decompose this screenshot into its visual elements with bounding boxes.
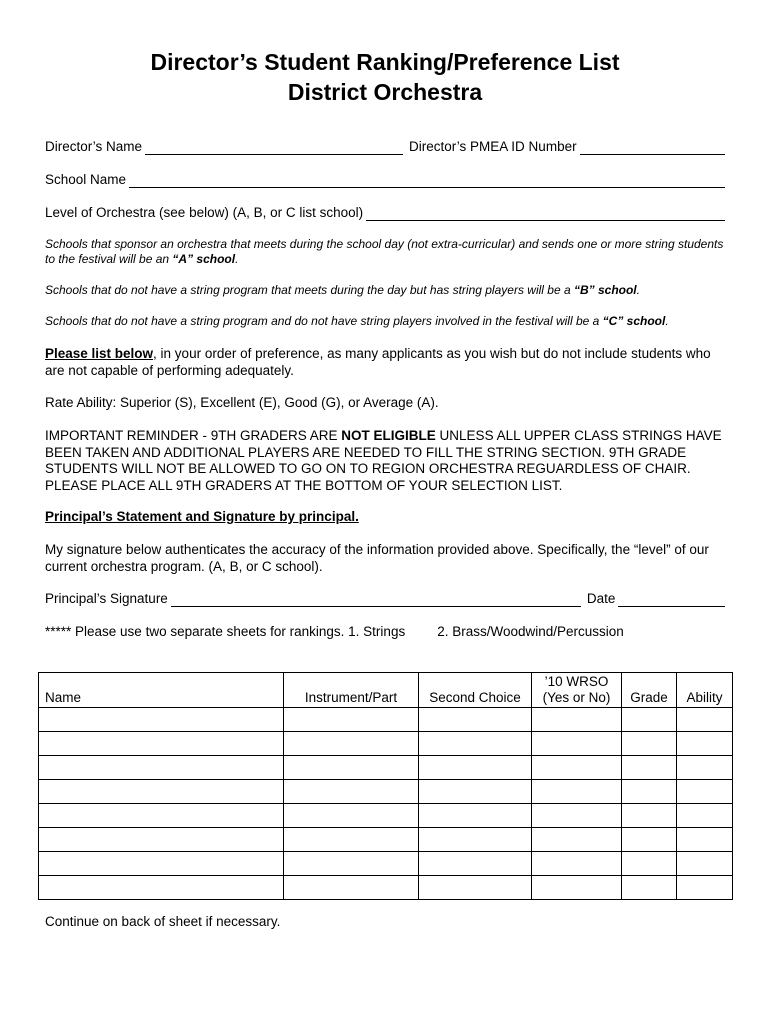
school-note-a-end: . [235, 252, 239, 266]
level-row [45, 205, 725, 221]
school-note-b-end: . [636, 283, 640, 297]
list-instructions-text: , in your order of preference, as many applicants as you wish but do not include students who are not capable of performing adequately. [45, 346, 711, 378]
header-ability: Ability [677, 673, 733, 708]
cell-grade[interactable] [622, 828, 677, 852]
table-row [39, 852, 733, 876]
cell-wrso[interactable] [532, 876, 622, 900]
cell-instrument[interactable] [284, 828, 419, 852]
cell-grade[interactable] [622, 708, 677, 732]
cell-name[interactable] [39, 780, 284, 804]
cell-second-choice[interactable] [419, 708, 532, 732]
cell-wrso[interactable] [532, 804, 622, 828]
pmea-id-label: Director’s PMEA ID Number [409, 139, 577, 154]
principal-heading [45, 509, 730, 526]
cell-ability[interactable] [677, 780, 733, 804]
school-name-field[interactable] [129, 175, 725, 188]
header-second-choice: Second Choice [419, 673, 532, 708]
cell-wrso[interactable] [532, 732, 622, 756]
cell-instrument[interactable] [284, 756, 419, 780]
table-row [39, 708, 733, 732]
cell-second-choice[interactable] [419, 828, 532, 852]
cell-name[interactable] [39, 732, 284, 756]
list-instructions [45, 346, 730, 379]
cell-ability[interactable] [677, 828, 733, 852]
cell-wrso[interactable] [532, 780, 622, 804]
cell-second-choice[interactable] [419, 804, 532, 828]
school-note-a-text: Schools that sponsor an orchestra that meets during the school day (not extra-curricular) and sends one or more string students to the festival will be an [45, 237, 724, 266]
cell-grade[interactable] [622, 852, 677, 876]
cell-wrso[interactable] [532, 852, 622, 876]
sheets-note-row [45, 624, 725, 640]
school-note-a [45, 237, 730, 267]
school-name-row [45, 172, 725, 188]
level-label: Level of Orchestra (see below) (A, B, or C list school) [45, 205, 364, 220]
directors-name-label: Director’s Name [45, 139, 143, 154]
school-note-b-text: Schools that do not have a string program that meets during the day but has string players will be a [45, 283, 574, 297]
school-note-c [45, 314, 730, 329]
cell-name[interactable] [39, 852, 284, 876]
directors-name-field[interactable] [145, 142, 403, 155]
cell-grade[interactable] [622, 732, 677, 756]
important-reminder [45, 428, 730, 494]
school-name-label: School Name [45, 172, 127, 187]
reminder-bold: NOT ELIGIBLE [341, 428, 436, 443]
school-note-c-text: Schools that do not have a string program and do not have string players involved in the festival will be a [45, 314, 603, 328]
footer-note: Continue on back of sheet if necessary. [45, 914, 281, 929]
reminder-text-b: UNLESS ALL UPPER CLASS STRINGS HAVE BEEN TAKEN AND ADDITIONAL PLAYERS ARE NEEDED TO FILL THE STRING SECTION. 9TH GRADE STUDENTS WILL NOT BE ALLOWED TO GO ON TO REGION ORCHESTRA REGUARDLESS OF CHAIR. PLEASE PLACE ALL 9TH GRADERS AT THE BOTTOM OF YOUR SELECTION LIST. [45, 428, 722, 493]
cell-instrument[interactable] [284, 804, 419, 828]
header-wrso-line2: (Yes or No) [542, 690, 611, 705]
cell-instrument[interactable] [284, 780, 419, 804]
table-row [39, 756, 733, 780]
cell-second-choice[interactable] [419, 780, 532, 804]
header-wrso-line1: ’10 WRSO [544, 674, 609, 689]
school-note-c-end: . [665, 314, 669, 328]
school-note-a-bold: “A” school [172, 252, 236, 266]
date-field[interactable] [618, 594, 725, 607]
table-row [39, 780, 733, 804]
header-instrument: Instrument/Part [284, 673, 419, 708]
pmea-id-field[interactable] [580, 142, 725, 155]
directors-name-row [45, 139, 725, 155]
date-label: Date [586, 591, 616, 606]
table-row [39, 804, 733, 828]
school-note-b [45, 283, 730, 298]
cell-name[interactable] [39, 756, 284, 780]
table-row [39, 828, 733, 852]
cell-name[interactable] [39, 876, 284, 900]
cell-ability[interactable] [677, 876, 733, 900]
cell-grade[interactable] [622, 780, 677, 804]
table-row [39, 732, 733, 756]
principal-signature-field[interactable] [171, 594, 581, 607]
school-note-b-bold: “B” school [573, 283, 637, 297]
list-instructions-lead: Please list below [45, 346, 154, 361]
cell-instrument[interactable] [284, 732, 419, 756]
cell-wrso[interactable] [532, 708, 622, 732]
cell-ability[interactable] [677, 732, 733, 756]
table-header-row [39, 673, 733, 708]
cell-name[interactable] [39, 828, 284, 852]
page-title: Director’s Student Ranking/Preference List [150, 49, 620, 75]
cell-ability[interactable] [677, 852, 733, 876]
table-row [39, 876, 733, 900]
cell-second-choice[interactable] [419, 732, 532, 756]
principal-heading-text: Principal’s Statement and Signature by principal. [45, 509, 359, 524]
cell-name[interactable] [39, 804, 284, 828]
reminder-text-a: IMPORTANT REMINDER - 9TH GRADERS ARE [45, 428, 342, 443]
cell-second-choice[interactable] [419, 756, 532, 780]
cell-wrso[interactable] [532, 828, 622, 852]
cell-ability[interactable] [677, 804, 733, 828]
header-grade: Grade [622, 673, 677, 708]
cell-grade[interactable] [622, 804, 677, 828]
principal-signature-row [45, 591, 725, 607]
cell-grade[interactable] [622, 876, 677, 900]
cell-second-choice[interactable] [419, 876, 532, 900]
principal-signature-label: Principal’s Signature [45, 591, 168, 606]
page-subtitle: District Orchestra [287, 79, 483, 105]
cell-wrso[interactable] [532, 756, 622, 780]
sheets-note-b: 2. Brass/Woodwind/Percussion [437, 624, 624, 639]
header-wrso [532, 673, 622, 708]
cell-ability[interactable] [677, 708, 733, 732]
cell-instrument[interactable] [284, 708, 419, 732]
cell-name[interactable] [39, 708, 284, 732]
cell-second-choice[interactable] [419, 852, 532, 876]
cell-grade[interactable] [622, 756, 677, 780]
authenticate-text: My signature below authenticates the accuracy of the information provided above. Specifically, the “level” of our current orchestra program. (A, B, or C school). [45, 542, 709, 574]
sheets-note-a: ***** Please use two separate sheets for rankings. 1. Strings [45, 624, 406, 639]
ranking-table [38, 672, 733, 900]
header-name: Name [39, 673, 284, 708]
school-note-c-bold: “C” school [602, 314, 666, 328]
rate-ability-text: Rate Ability: Superior (S), Excellent (E), Good (G), or Average (A). [45, 395, 439, 410]
cell-instrument[interactable] [284, 852, 419, 876]
level-field[interactable] [366, 208, 725, 221]
cell-instrument[interactable] [284, 876, 419, 900]
cell-ability[interactable] [677, 756, 733, 780]
